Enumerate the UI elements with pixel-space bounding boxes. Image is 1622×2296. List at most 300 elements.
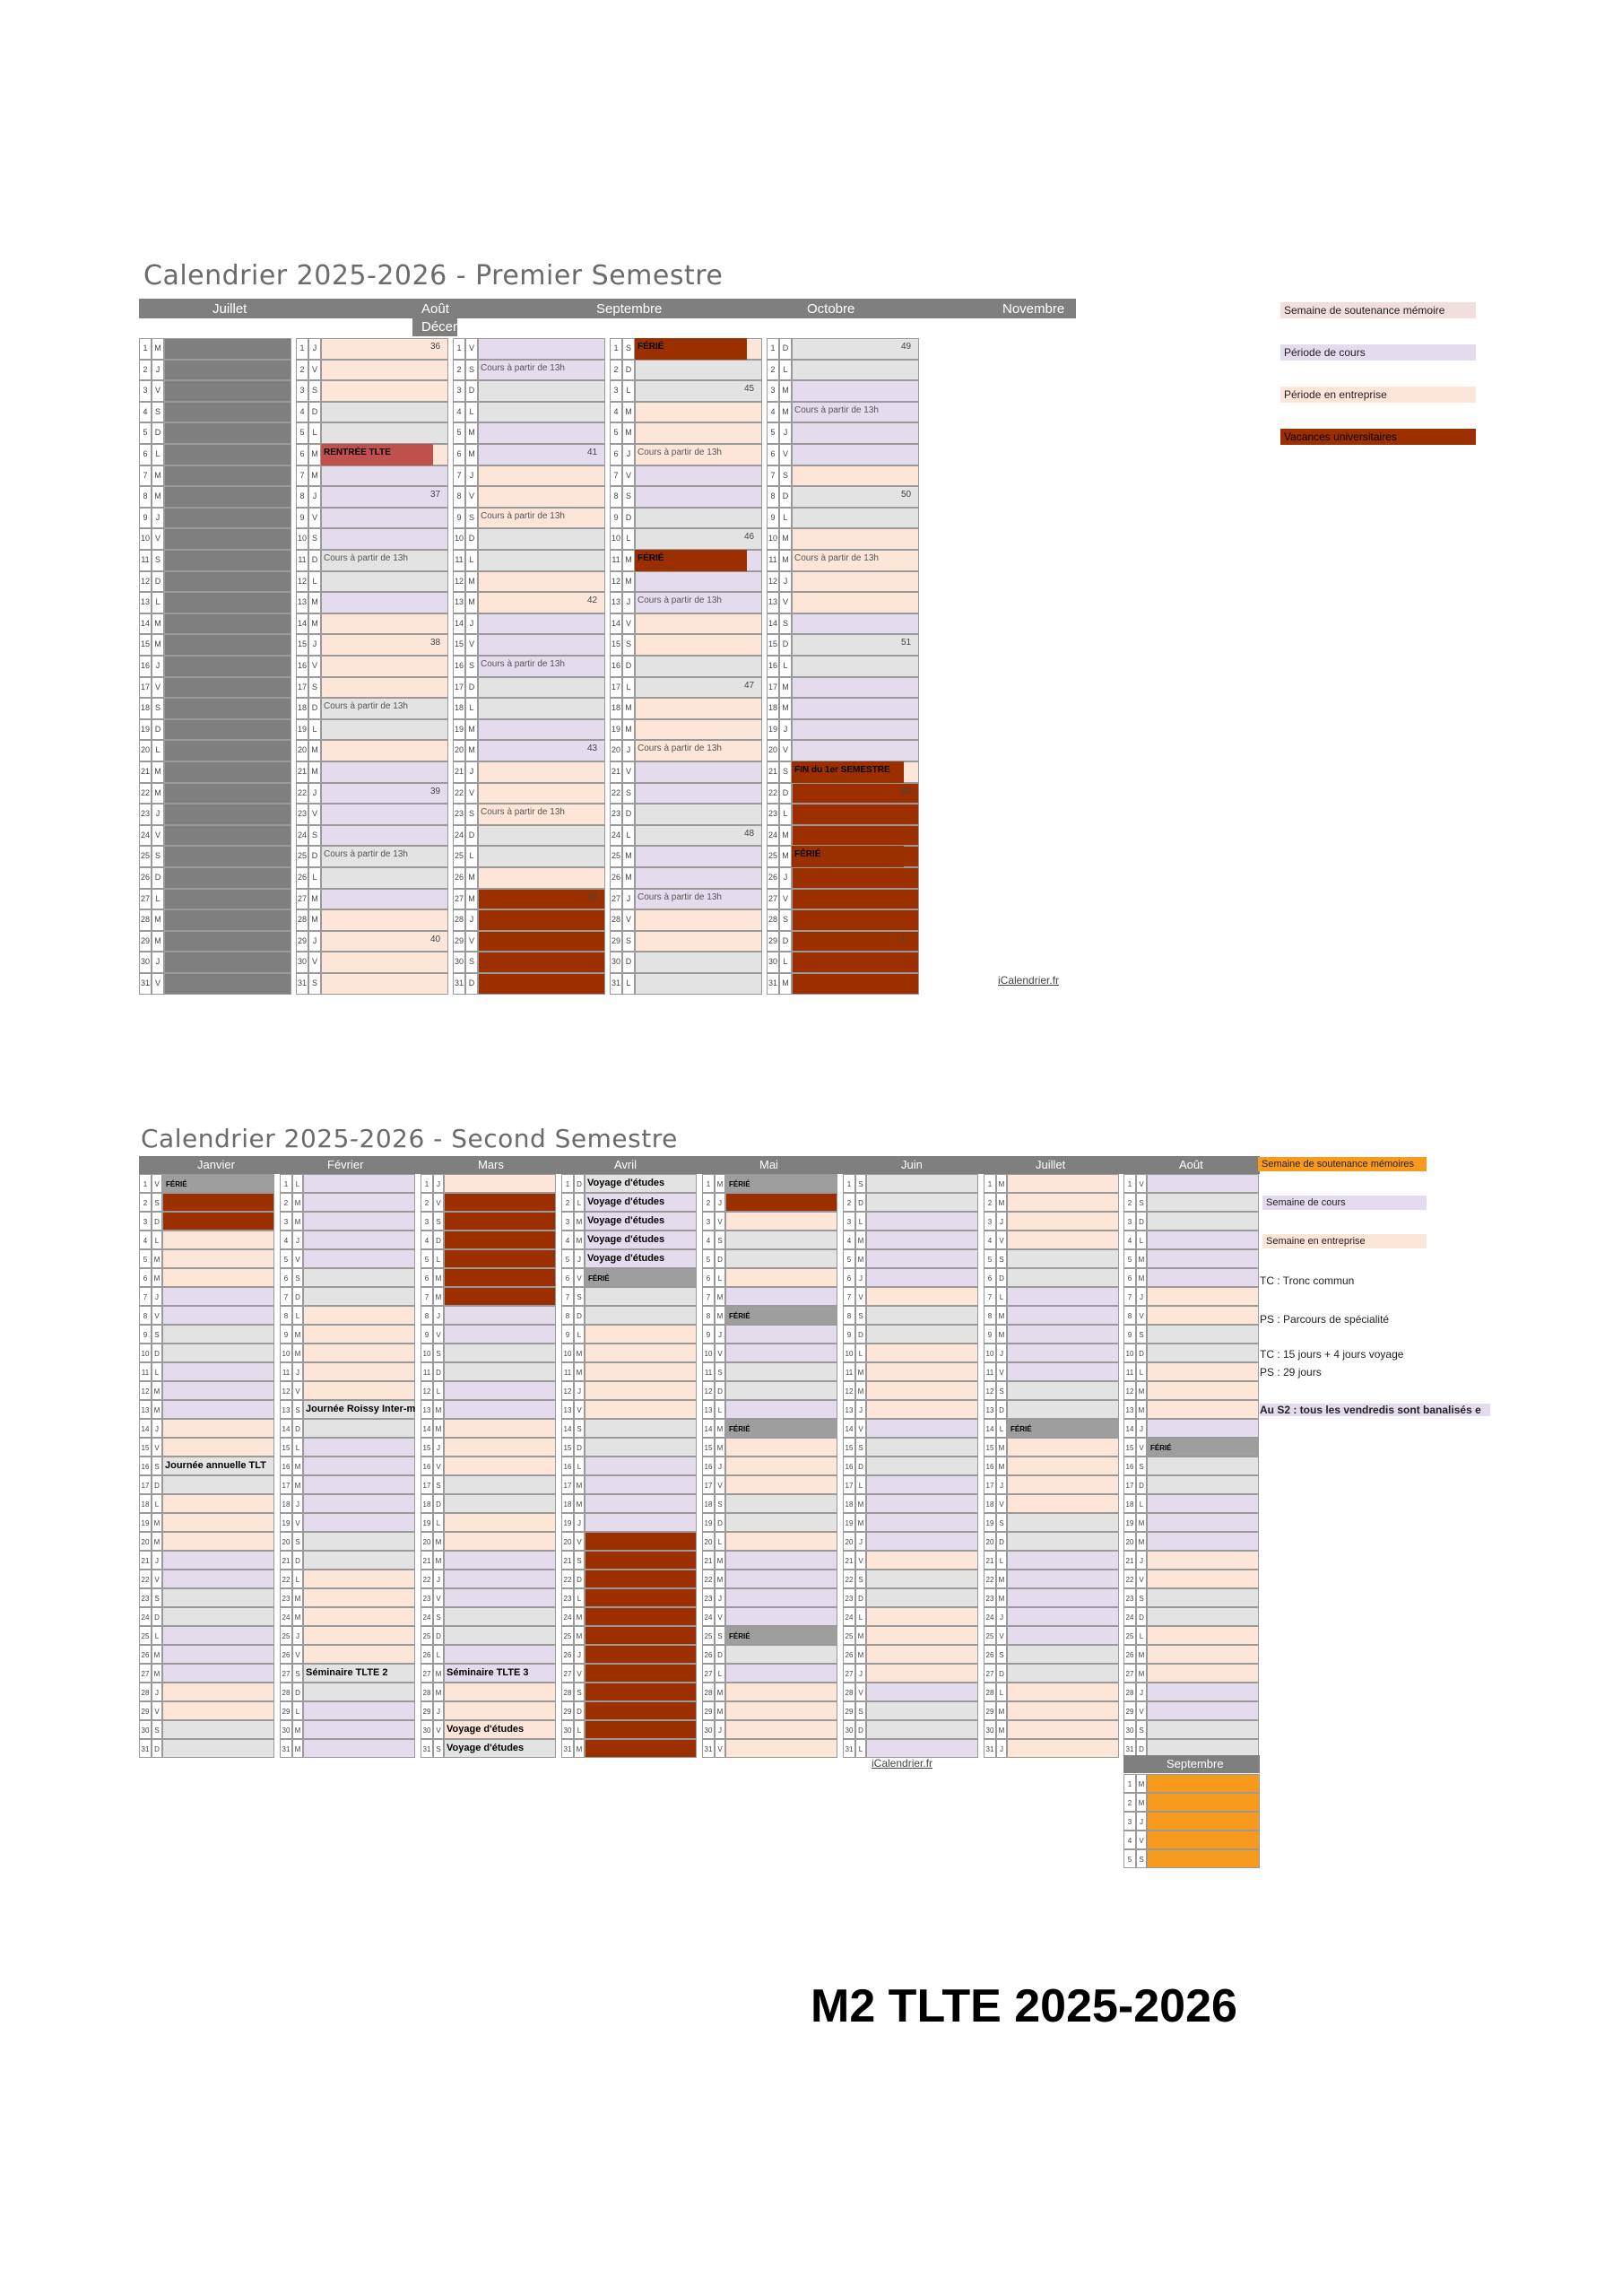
- day-number: 2: [843, 1193, 855, 1212]
- day-number: 28: [702, 1683, 715, 1701]
- day-number: 13: [702, 1400, 715, 1419]
- day-number: 5: [139, 1249, 152, 1268]
- day-cell: [725, 1400, 837, 1419]
- week-number: 37: [430, 490, 441, 500]
- day-number: 7: [702, 1287, 715, 1306]
- weekday-letter: L: [779, 656, 792, 677]
- weekday-letter: D: [715, 1249, 725, 1268]
- day-number: 13: [561, 1400, 574, 1419]
- weekday-letter: M: [152, 1645, 162, 1664]
- day-cell: [1147, 1325, 1259, 1344]
- day-cell: [303, 1306, 415, 1325]
- weekday-letter: S: [433, 1739, 444, 1758]
- weekday-letter: L: [152, 1626, 162, 1645]
- weekday-letter: V: [715, 1607, 725, 1626]
- day-number: 8: [984, 1306, 996, 1325]
- day-cell: [1147, 1381, 1259, 1400]
- day-cell: [725, 1249, 837, 1268]
- day-number: 7: [610, 465, 622, 487]
- weekday-letter: V: [855, 1287, 866, 1306]
- day-number: 13: [139, 592, 152, 613]
- day-number: 30: [280, 1720, 292, 1739]
- day-number: 8: [843, 1306, 855, 1325]
- weekday-letter: M: [715, 1287, 725, 1306]
- weekday-letter: S: [622, 338, 635, 360]
- day-number: 19: [843, 1513, 855, 1532]
- day-cell: [635, 360, 762, 381]
- weekday-letter: M: [308, 761, 321, 783]
- day-cell: [164, 634, 291, 656]
- weekday-letter: D: [779, 634, 792, 656]
- day-number: 18: [610, 698, 622, 719]
- day-cell: [1007, 1306, 1119, 1325]
- day-cell: [303, 1362, 415, 1381]
- weekday-letter: M: [465, 444, 478, 465]
- weekday-letter: J: [855, 1268, 866, 1287]
- weekday-letter: S: [152, 1720, 162, 1739]
- day-cell: [866, 1532, 978, 1551]
- weekday-letter: D: [292, 1287, 303, 1306]
- day-cell: [164, 909, 291, 931]
- day-number: 29: [139, 1701, 152, 1720]
- weekday-letter: L: [996, 1419, 1007, 1438]
- day-cell: [444, 1174, 556, 1193]
- event-label: FÉRIÉ: [635, 550, 747, 571]
- day-number: 14: [139, 613, 152, 635]
- day-number: 14: [561, 1419, 574, 1438]
- day-cell: [1147, 1532, 1259, 1551]
- day-number: 12: [561, 1381, 574, 1400]
- day-number: 17: [421, 1475, 433, 1494]
- day-cell: [725, 1381, 837, 1400]
- day-cell: [444, 1268, 556, 1287]
- weekday-letter: L: [622, 380, 635, 402]
- day-cell: [585, 1419, 697, 1438]
- day-cell: [725, 1362, 837, 1381]
- day-cell: [1147, 1362, 1259, 1381]
- day-number: 22: [702, 1570, 715, 1588]
- day-cell: [1007, 1588, 1119, 1607]
- weekday-letter: L: [855, 1475, 866, 1494]
- day-number: 20: [984, 1532, 996, 1551]
- day-cell: [585, 1588, 697, 1607]
- day-number: 25: [280, 1626, 292, 1645]
- day-cell: [866, 1588, 978, 1607]
- day-number: 8: [139, 1306, 152, 1325]
- day-number: 24: [280, 1607, 292, 1626]
- day-number: 23: [702, 1588, 715, 1607]
- day-number: 17: [561, 1475, 574, 1494]
- day-number: 8: [453, 486, 465, 508]
- day-number: 26: [296, 867, 308, 889]
- day-cell: [635, 909, 762, 931]
- weekday-letter: L: [779, 952, 792, 973]
- weekday-letter: D: [779, 783, 792, 804]
- day-number: 5: [561, 1249, 574, 1268]
- weekday-letter: S: [308, 677, 321, 699]
- day-number: 18: [453, 698, 465, 719]
- weekday-letter: M: [292, 1193, 303, 1212]
- weekday-letter: M: [152, 1249, 162, 1268]
- weekday-letter: M: [152, 1664, 162, 1683]
- note-tc-days: TC : 15 jours + 4 jours voyage: [1260, 1348, 1404, 1361]
- day-number: 19: [453, 719, 465, 741]
- day-number: 20: [767, 740, 779, 761]
- day-cell: [321, 825, 448, 847]
- day-cell: [1007, 1532, 1119, 1551]
- day-number: 9: [843, 1325, 855, 1344]
- weekday-letter: D: [465, 380, 478, 402]
- weekday-letter: S: [996, 1513, 1007, 1532]
- weekday-letter: M: [574, 1626, 585, 1645]
- day-cell: [164, 740, 291, 761]
- day-cell: [725, 1212, 837, 1231]
- event-label: Voyage d'études: [447, 1724, 525, 1735]
- event-label: FÉRIÉ: [162, 1174, 274, 1193]
- day-number: 18: [843, 1494, 855, 1513]
- day-number: 10: [139, 528, 152, 550]
- day-cell: [866, 1400, 978, 1419]
- day-number: 10: [1123, 1344, 1136, 1362]
- day-cell: [1147, 1193, 1259, 1212]
- day-number: 1: [767, 338, 779, 360]
- weekday-letter: M: [779, 380, 792, 402]
- weekday-letter: V: [465, 338, 478, 360]
- weekday-letter: M: [779, 846, 792, 867]
- day-cell: [303, 1193, 415, 1212]
- weekday-letter: D: [715, 1513, 725, 1532]
- weekday-letter: M: [996, 1570, 1007, 1588]
- day-cell: [303, 1268, 415, 1287]
- day-cell: [162, 1607, 274, 1626]
- event-label: Cours à partir de 13h: [794, 404, 879, 415]
- day-number: 2: [984, 1193, 996, 1212]
- weekday-letter: D: [292, 1683, 303, 1701]
- day-number: 30: [561, 1720, 574, 1739]
- weekday-letter: L: [1136, 1231, 1147, 1249]
- weekday-letter: J: [433, 1438, 444, 1457]
- weekday-letter: J: [996, 1475, 1007, 1494]
- day-number: 17: [139, 677, 152, 699]
- day-cell: [1147, 1287, 1259, 1306]
- weekday-letter: V: [1136, 1306, 1147, 1325]
- weekday-letter: L: [715, 1664, 725, 1683]
- weekday-letter: V: [574, 1268, 585, 1287]
- weekday-letter: M: [152, 1400, 162, 1419]
- day-number: 23: [984, 1588, 996, 1607]
- day-cell: [1007, 1457, 1119, 1475]
- day-cell: [792, 422, 919, 444]
- weekday-letter: D: [855, 1720, 866, 1739]
- document-title: M2 TLTE 2025-2026: [811, 1980, 1237, 2032]
- weekday-letter: V: [433, 1588, 444, 1607]
- day-number: 15: [453, 634, 465, 656]
- day-cell: [1147, 1457, 1259, 1475]
- weekday-letter: D: [292, 1419, 303, 1438]
- day-cell: [1147, 1306, 1259, 1325]
- weekday-letter: V: [152, 973, 164, 995]
- weekday-letter: S: [152, 846, 164, 867]
- note-tc: TC : Tronc commun: [1260, 1274, 1355, 1287]
- weekday-letter: J: [292, 1231, 303, 1249]
- day-number: 1: [984, 1174, 996, 1193]
- day-cell: [585, 1513, 697, 1532]
- day-number: 30: [296, 952, 308, 973]
- weekday-letter: M: [1136, 1249, 1147, 1268]
- weekday-letter: D: [574, 1438, 585, 1457]
- day-number: 10: [296, 528, 308, 550]
- month-mai: Mai: [759, 1158, 778, 1171]
- weekday-letter: L: [308, 422, 321, 444]
- weekday-letter: J: [152, 360, 164, 381]
- month-juillet2: Juillet: [1036, 1158, 1066, 1171]
- day-cell: [635, 719, 762, 741]
- day-cell: [162, 1513, 274, 1532]
- legend2-cours: Semaine de cours: [1262, 1196, 1427, 1210]
- weekday-letter: S: [779, 909, 792, 931]
- day-cell: [725, 1532, 837, 1551]
- day-number: 4: [702, 1231, 715, 1249]
- event-label: FÉRIÉ: [725, 1626, 837, 1645]
- day-cell: [725, 1457, 837, 1475]
- semester2-credit[interactable]: iCalendrier.fr: [872, 1757, 933, 1770]
- event-label: Cours à partir de 13h: [481, 510, 565, 521]
- weekday-letter: S: [715, 1494, 725, 1513]
- day-cell: [444, 1513, 556, 1532]
- day-number: 15: [296, 634, 308, 656]
- day-cell: [635, 613, 762, 635]
- day-number: 29: [296, 931, 308, 952]
- day-number: 9: [280, 1325, 292, 1344]
- day-cell: [321, 634, 448, 656]
- day-number: 1: [561, 1174, 574, 1193]
- day-number: 20: [280, 1532, 292, 1551]
- weekday-letter: D: [152, 1212, 162, 1231]
- day-number: 28: [984, 1683, 996, 1701]
- day-number: 1: [421, 1174, 433, 1193]
- day-cell: [164, 931, 291, 952]
- day-number: 26: [453, 867, 465, 889]
- day-number: 27: [1123, 1664, 1136, 1683]
- day-cell: [303, 1588, 415, 1607]
- day-number: 12: [139, 1381, 152, 1400]
- weekday-letter: M: [996, 1588, 1007, 1607]
- day-cell: [164, 613, 291, 635]
- day-cell: [164, 889, 291, 910]
- day-number: 7: [296, 465, 308, 487]
- legend2-soutenance: Semaine de soutenance mémoires: [1258, 1157, 1427, 1171]
- event-label: Voyage d'études: [587, 1196, 665, 1207]
- weekday-letter: M: [574, 1362, 585, 1381]
- weekday-letter: D: [779, 338, 792, 360]
- month-janvier: Janvier: [197, 1158, 235, 1171]
- day-number: 10: [610, 528, 622, 550]
- day-number: 30: [1123, 1720, 1136, 1739]
- weekday-letter: M: [622, 550, 635, 571]
- weekday-letter: J: [779, 422, 792, 444]
- day-cell: [1007, 1174, 1119, 1193]
- day-number: 7: [1123, 1287, 1136, 1306]
- day-cell: [321, 380, 448, 402]
- day-number: 17: [767, 677, 779, 699]
- weekday-letter: D: [433, 1362, 444, 1381]
- weekday-letter: S: [574, 1551, 585, 1570]
- day-cell: [444, 1532, 556, 1551]
- month-novembre: Novembre: [1002, 301, 1065, 317]
- day-number: 8: [767, 486, 779, 508]
- day-number: 21: [296, 761, 308, 783]
- day-number: 19: [702, 1513, 715, 1532]
- day-cell: [1007, 1645, 1119, 1664]
- week-number: 43: [587, 744, 598, 754]
- day-number: 15: [561, 1438, 574, 1457]
- weekday-letter: V: [292, 1381, 303, 1400]
- weekday-letter: L: [622, 677, 635, 699]
- day-cell: [792, 508, 919, 529]
- day-cell: [303, 1701, 415, 1720]
- weekday-letter: M: [152, 1513, 162, 1532]
- weekday-letter: D: [292, 1551, 303, 1570]
- day-cell: [792, 783, 919, 804]
- day-number: 13: [139, 1400, 152, 1419]
- day-cell: [478, 465, 605, 487]
- day-number: 25: [296, 846, 308, 867]
- day-cell: [792, 338, 919, 360]
- day-number: 11: [139, 550, 152, 571]
- weekday-letter: L: [152, 1494, 162, 1513]
- day-cell: [164, 592, 291, 613]
- weekday-letter: D: [996, 1400, 1007, 1419]
- day-cell: [866, 1287, 978, 1306]
- weekday-letter: L: [152, 1231, 162, 1249]
- weekday-letter: S: [465, 952, 478, 973]
- weekday-letter: S: [622, 931, 635, 952]
- day-cell: [585, 1287, 697, 1306]
- day-number: 22: [610, 783, 622, 804]
- day-number: 4: [453, 402, 465, 423]
- day-number: 10: [421, 1344, 433, 1362]
- weekday-letter: L: [465, 550, 478, 571]
- weekday-letter: M: [622, 867, 635, 889]
- day-number: 17: [1123, 1475, 1136, 1494]
- semester1-credit[interactable]: iCalendrier.fr: [998, 974, 1060, 987]
- event-label: Cours à partir de 13h: [324, 701, 408, 712]
- day-cell: [585, 1739, 697, 1758]
- day-cell: [635, 804, 762, 825]
- weekday-letter: S: [574, 1287, 585, 1306]
- weekday-letter: L: [308, 867, 321, 889]
- day-cell: [164, 846, 291, 867]
- day-cell: [725, 1193, 837, 1212]
- weekday-letter: L: [1136, 1626, 1147, 1645]
- weekday-letter: M: [308, 465, 321, 487]
- day-number: 9: [984, 1325, 996, 1344]
- day-number: 31: [843, 1739, 855, 1758]
- day-cell: [725, 1645, 837, 1664]
- day-cell: [635, 402, 762, 423]
- day-cell: [792, 571, 919, 593]
- day-cell: [444, 1231, 556, 1249]
- weekday-letter: V: [574, 1400, 585, 1419]
- weekday-letter: J: [152, 508, 164, 529]
- weekday-letter: L: [292, 1306, 303, 1325]
- day-cell: [585, 1325, 697, 1344]
- day-number: 5: [843, 1249, 855, 1268]
- day-number: 25: [139, 846, 152, 867]
- weekday-letter: J: [715, 1588, 725, 1607]
- day-cell: [478, 634, 605, 656]
- day-number: 2: [702, 1193, 715, 1212]
- weekday-letter: M: [465, 571, 478, 593]
- day-cell: [866, 1664, 978, 1683]
- day-cell: [478, 783, 605, 804]
- weekday-letter: M: [996, 1438, 1007, 1457]
- day-cell: [866, 1381, 978, 1400]
- day-cell: [478, 571, 605, 593]
- day-cell: [585, 1664, 697, 1683]
- day-number: 25: [1123, 1626, 1136, 1645]
- weekday-letter: M: [996, 1720, 1007, 1739]
- month-juillet: Juillet: [213, 301, 247, 317]
- weekday-letter: J: [574, 1645, 585, 1664]
- day-number: 25: [702, 1626, 715, 1645]
- day-cell: [1147, 1570, 1259, 1588]
- day-number: 10: [561, 1344, 574, 1362]
- weekday-letter: V: [779, 444, 792, 465]
- weekday-letter: S: [855, 1174, 866, 1193]
- day-number: 27: [561, 1664, 574, 1683]
- day-number: 11: [561, 1362, 574, 1381]
- day-cell: [1007, 1475, 1119, 1494]
- event-label: Cours à partir de 13h: [481, 807, 565, 818]
- day-number: 22: [421, 1570, 433, 1588]
- day-cell: [725, 1438, 837, 1457]
- day-cell: [635, 973, 762, 995]
- day-number: 24: [421, 1607, 433, 1626]
- day-number: 28: [280, 1683, 292, 1701]
- weekday-letter: L: [855, 1607, 866, 1626]
- day-cell: [1147, 1720, 1259, 1739]
- day-number: 8: [139, 486, 152, 508]
- event-label: Cours à partir de 13h: [638, 448, 722, 457]
- day-cell: [321, 613, 448, 635]
- day-cell: [164, 656, 291, 677]
- day-number: 17: [610, 677, 622, 699]
- day-number: 13: [767, 592, 779, 613]
- semester2-title: Calendrier 2025-2026 - Second Semestre: [141, 1124, 678, 1153]
- weekday-letter: M: [715, 1438, 725, 1457]
- day-cell: [444, 1362, 556, 1381]
- weekday-letter: M: [855, 1645, 866, 1664]
- day-cell: [303, 1532, 415, 1551]
- weekday-letter: J: [1136, 1287, 1147, 1306]
- weekday-letter: V: [465, 783, 478, 804]
- day-number: 13: [843, 1400, 855, 1419]
- day-cell: [164, 677, 291, 699]
- weekday-letter: L: [996, 1551, 1007, 1570]
- day-number: 18: [139, 1494, 152, 1513]
- day-number: 31: [296, 973, 308, 995]
- weekday-letter: M: [465, 719, 478, 741]
- weekday-letter: V: [622, 613, 635, 635]
- day-cell: [585, 1701, 697, 1720]
- day-cell: [1147, 1701, 1259, 1720]
- day-cell: [725, 1513, 837, 1532]
- weekday-letter: V: [152, 1701, 162, 1720]
- day-number: 20: [139, 1532, 152, 1551]
- event-label: Cours à partir de 13h: [638, 596, 722, 606]
- weekday-letter: M: [855, 1362, 866, 1381]
